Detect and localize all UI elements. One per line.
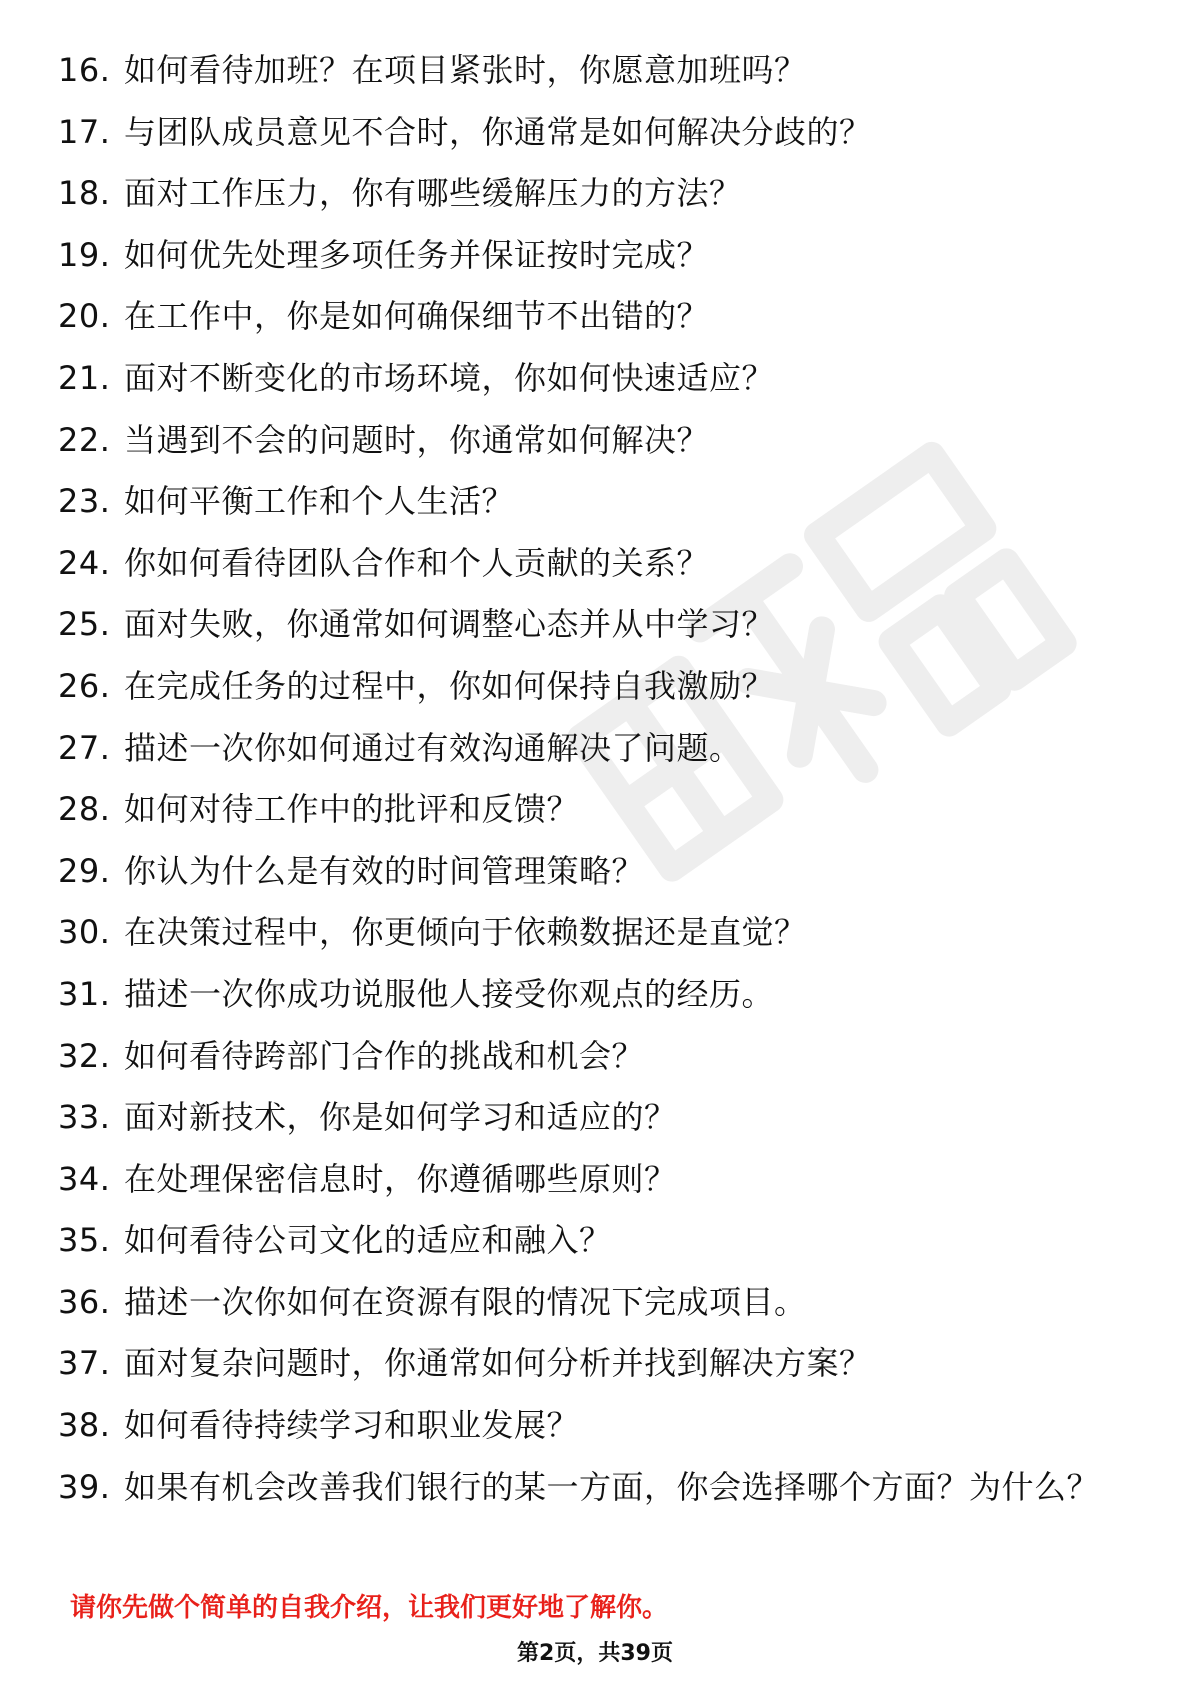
question-text: 如何看待跨部门合作的挑战和机会？: [124, 1036, 645, 1075]
question-text: 你如何看待团队合作和个人贡献的关系？: [124, 543, 710, 582]
question-number: 30.: [58, 913, 111, 952]
question-number: 37.: [58, 1344, 111, 1383]
question-number: 18.: [58, 174, 111, 213]
question-item: [58, 294, 1118, 338]
question-item: [58, 664, 1118, 708]
question-list: [58, 48, 1118, 1526]
question-number: 33.: [58, 1098, 111, 1137]
question-number: 22.: [58, 420, 111, 459]
question-item: [58, 479, 1118, 523]
question-text: 在完成任务的过程中，你如何保持自我激励？: [124, 666, 775, 705]
question-item: [58, 1157, 1118, 1201]
question-number: 17.: [58, 112, 111, 151]
question-number: 16.: [58, 51, 111, 89]
question-number: 19.: [58, 235, 111, 274]
question-text: 在处理保密信息时，你遵循哪些原则？: [124, 1159, 677, 1198]
question-number: 31.: [58, 974, 111, 1013]
question-item: [58, 1095, 1118, 1139]
question-text: 面对不断变化的市场环境，你如何快速适应？: [124, 358, 775, 397]
question-number: 35.: [58, 1221, 111, 1260]
question-item: [58, 1034, 1118, 1078]
question-item: [58, 910, 1118, 954]
question-text: 如何看待公司文化的适应和融入？: [124, 1221, 612, 1260]
question-item: [58, 48, 1118, 92]
question-item: [58, 110, 1118, 154]
question-number: 36.: [58, 1282, 111, 1321]
question-item: [58, 171, 1118, 215]
question-text: 面对失败，你通常如何调整心态并从中学习？: [124, 605, 775, 644]
question-item: [58, 1403, 1118, 1447]
question-text: 如何优先处理多项任务并保证按时完成？: [124, 235, 710, 274]
question-number: 38.: [58, 1406, 111, 1445]
question-number: 34.: [58, 1159, 111, 1198]
question-item: [58, 726, 1118, 770]
question-item: [58, 849, 1118, 893]
question-item: [58, 1341, 1118, 1385]
question-text: 如何对待工作中的批评和反馈？: [124, 790, 580, 829]
question-text: 在决策过程中，你更倾向于依赖数据还是直觉？: [124, 913, 807, 952]
question-text: 当遇到不会的问题时，你通常如何解决？: [124, 420, 710, 459]
question-number: 24.: [58, 543, 111, 582]
question-number: 27.: [58, 728, 111, 767]
question-text: 面对新技术，你是如何学习和适应的？: [124, 1098, 677, 1137]
question-number: 25.: [58, 605, 111, 644]
question-text: 描述一次你成功说服他人接受你观点的经历。: [124, 974, 775, 1013]
question-item: [58, 972, 1118, 1016]
question-text: 你认为什么是有效的时间管理策略？: [124, 851, 645, 890]
question-text: 与团队成员意见不合时，你通常是如何解决分歧的？: [124, 112, 872, 151]
question-text: 面对复杂问题时，你通常如何分析并找到解决方案？: [124, 1344, 872, 1383]
question-number: 32.: [58, 1036, 111, 1075]
question-number: 21.: [58, 358, 111, 397]
question-item: [58, 233, 1118, 277]
page-number: 第2页，共39页: [517, 1641, 673, 1666]
footer-note: 请你先做个简单的自我介绍，让我们更好地了解你。: [70, 1593, 669, 1623]
question-text: 如何看待持续学习和职业发展？: [124, 1406, 580, 1445]
question-text: 如何看待加班？在项目紧张时，你愿意加班吗？: [124, 51, 807, 89]
question-item: [58, 418, 1118, 462]
question-text: 描述一次你如何在资源有限的情况下完成项目。: [124, 1282, 807, 1321]
question-item: [58, 602, 1118, 646]
question-text: 面对工作压力，你有哪些缓解压力的方法？: [124, 174, 742, 213]
question-number: 39.: [58, 1467, 111, 1506]
question-item: [58, 1218, 1118, 1262]
question-text: 在工作中，你是如何确保细节不出错的？: [124, 297, 710, 336]
question-item: [58, 356, 1118, 400]
question-item: [58, 541, 1118, 585]
question-number: 23.: [58, 482, 111, 521]
question-number: 28.: [58, 790, 111, 829]
question-text: 如何平衡工作和个人生活？: [124, 482, 515, 521]
question-text: 描述一次你如何通过有效沟通解决了问题。: [124, 728, 742, 767]
question-item: [58, 1465, 1118, 1509]
question-number: 26.: [58, 666, 111, 705]
question-item: [58, 787, 1118, 831]
question-item: [58, 1280, 1118, 1324]
question-number: 20.: [58, 297, 111, 336]
question-text: 如果有机会改善我们银行的某一方面，你会选择哪个方面？为什么？: [124, 1467, 1100, 1506]
question-number: 29.: [58, 851, 111, 890]
